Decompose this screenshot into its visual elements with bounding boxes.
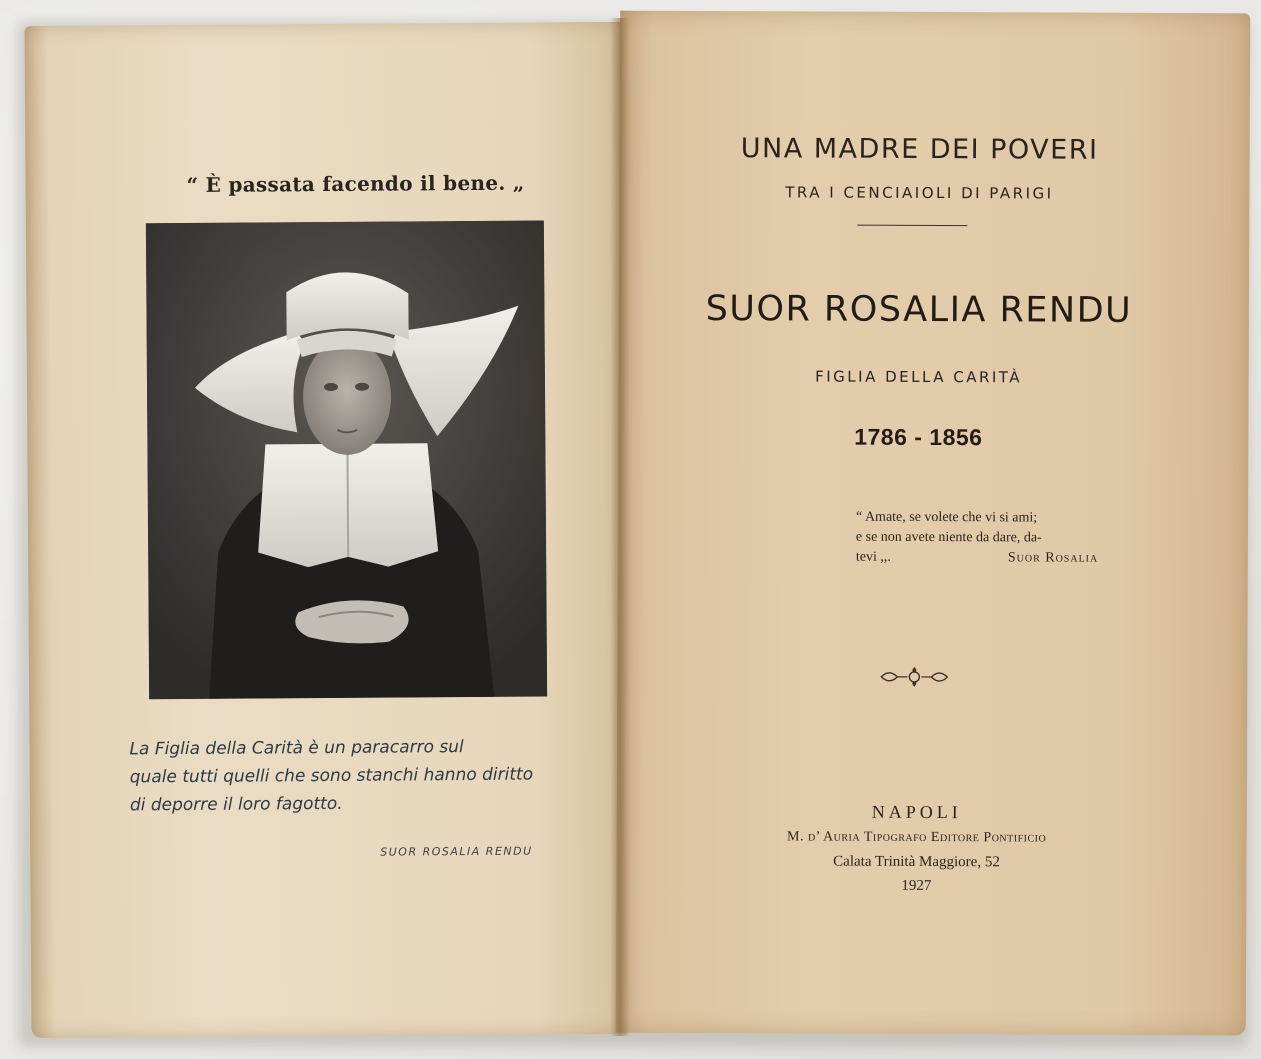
subject-dates: 1786 - 1856 [854, 423, 983, 451]
title-quote [856, 508, 1146, 569]
portrait-illustration [146, 220, 547, 699]
book-subtitle: TRA I CENCIAIOLI DI PARIGI [785, 183, 1054, 203]
quote-line: tevi ,,. [855, 549, 891, 565]
publisher-name: M. d’ Auria Tipografo Editore Pontificio [786, 829, 1047, 846]
publication-year: 1927 [901, 877, 932, 894]
quote-signature: Suor Rosalia [1007, 550, 1099, 566]
floral-ornament-icon [879, 664, 949, 690]
subject-name: SUOR ROSALIA RENDU [705, 289, 1133, 331]
quote-line: “ Amate, se volete che vi si ami; [855, 509, 1038, 526]
title-divider [857, 225, 967, 226]
caption-signature: SUOR ROSALIA RENDU [380, 844, 533, 859]
caption-line: di deporre il loro fagotto. [129, 793, 343, 816]
caption-line: quale tutti quelli che sono stanchi hanno diritto [129, 764, 534, 788]
book-gutter [610, 18, 630, 1036]
left-page [24, 22, 627, 1038]
caption-line: La Figlia della Carità è un paracarro sul [129, 737, 464, 760]
publisher-city: NAPOLI [871, 801, 962, 823]
publisher-address: Calata Trinità Maggiore, 52 [833, 853, 1000, 871]
book-title: UNA MADRE DEI POVERI [740, 133, 1099, 166]
portrait-photo [146, 220, 547, 699]
epigraph: “ È passata facendo il bene. „ [186, 170, 525, 197]
right-page [616, 11, 1250, 1036]
quote-line: e se non avete niente da dare, da- [855, 529, 1042, 546]
subject-role: FIGLIA DELLA CARITÀ [815, 367, 1023, 387]
portrait-caption [129, 732, 560, 819]
